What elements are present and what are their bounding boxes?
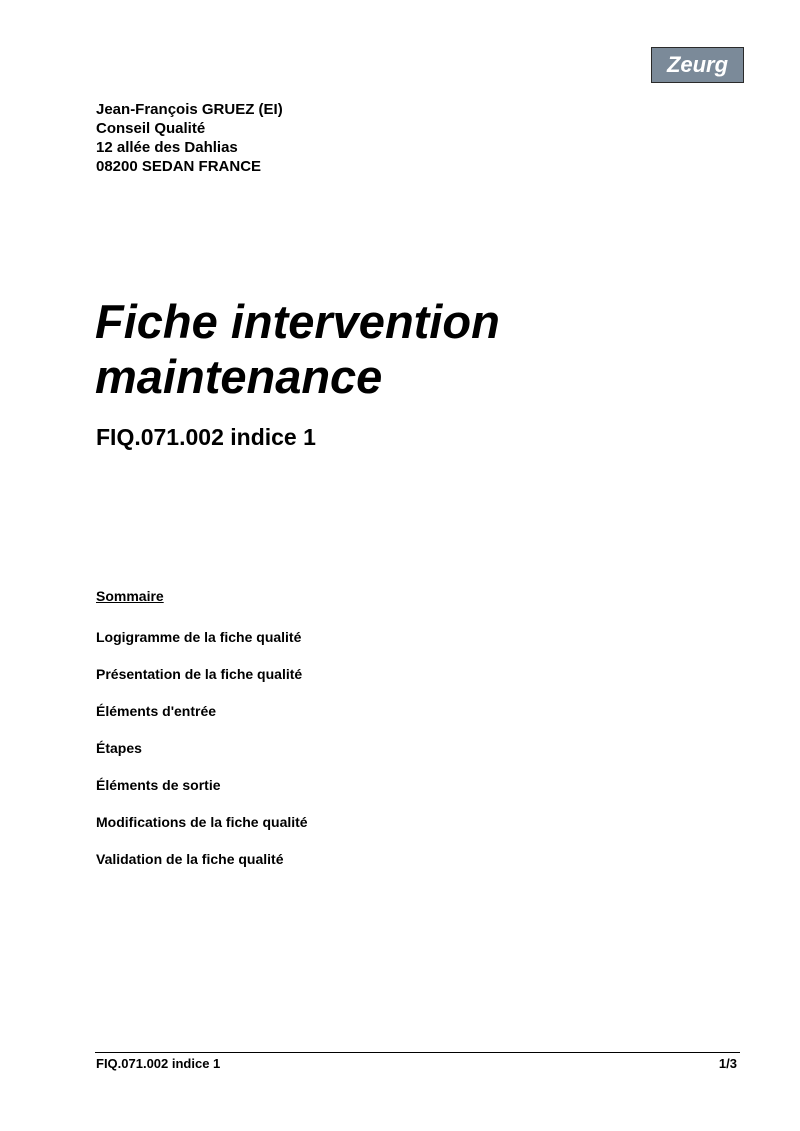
toc-item-presentation: Présentation de la fiche qualité bbox=[96, 666, 303, 682]
toc-item-etapes: Étapes bbox=[96, 740, 142, 756]
document-title-line2: maintenance bbox=[95, 350, 383, 403]
document-title-line1: Fiche intervention bbox=[95, 295, 500, 348]
footer-page-number: 1/3 bbox=[718, 1056, 737, 1071]
address-street: 12 allée des Dahlias bbox=[96, 139, 238, 156]
table-of-contents bbox=[96, 628, 308, 887]
zeurg-logo: Zeurg bbox=[651, 47, 744, 83]
toc-item-validation: Validation de la fiche qualité bbox=[96, 851, 284, 867]
toc-item-elements-sortie: Éléments de sortie bbox=[96, 777, 221, 793]
footer-reference: FIQ.071.002 indice 1 bbox=[96, 1056, 221, 1071]
document-title bbox=[95, 294, 500, 404]
footer-divider bbox=[95, 1052, 740, 1053]
author-role: Conseil Qualité bbox=[96, 120, 206, 137]
toc-item-modifications: Modifications de la fiche qualité bbox=[96, 814, 308, 830]
author-name: Jean-François GRUEZ (EI) bbox=[96, 101, 283, 118]
author-address-block bbox=[96, 100, 283, 176]
toc-heading: Sommaire bbox=[96, 588, 164, 604]
address-city: 08200 SEDAN FRANCE bbox=[96, 158, 262, 175]
toc-item-logigramme: Logigramme de la fiche qualité bbox=[96, 629, 302, 645]
document-reference: FIQ.071.002 indice 1 bbox=[96, 424, 316, 450]
toc-item-elements-entree: Éléments d'entrée bbox=[96, 703, 217, 719]
